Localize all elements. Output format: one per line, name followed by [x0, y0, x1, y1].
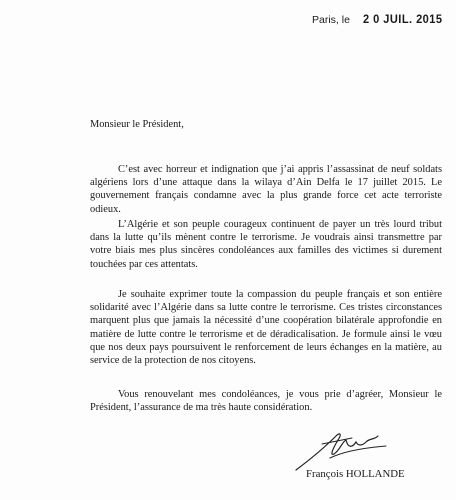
letter-paragraph-2: L’Algérie et son peuple courageux continuent de payer un très lourd tribut dans la lutte qu’ils mènent contre le terrorisme. Je voudrais ainsi transmettre par votre biais mes plus sincères condoléances aux familles des victimes si durement touchées par ces attentats.	[90, 219, 442, 270]
signer-name: François HOLLANDE	[306, 468, 405, 480]
date-stamp: 2 0 JUIL. 2015	[362, 12, 443, 26]
letter-paragraph-4: Vous renouvelant mes condoléances, je vous prie d’agréer, Monsieur le Président, l’assurance de ma très haute considération.	[90, 389, 442, 414]
letter-paragraph-3: Je souhaite exprimer toute la compassion du peuple français et son entière solidarité avec l’Algérie dans sa lutte contre le terrorisme. Ces tristes circonstances marquent plus que jamais la nécessité d’une coopération bilatérale approfondie en matière de lutte contre le terrorisme et de déradicalisation. Je formule ainsi le vœu que nos deux pays poursuivent le renforcement de leurs échanges en la matière, au service de la protection de nos citoyens.	[90, 289, 442, 367]
salutation: Monsieur le Président,	[90, 119, 184, 130]
letter-paragraph-1: C’est avec horreur et indignation que j’ai appris l’assassinat de neuf soldats algériens lors d’une attaque dans la wilaya d’Ain Delfa le 17 juillet 2015. Le gouvernement français condamne avec la plus grande force cet acte terroriste odieux.	[90, 164, 442, 215]
dateline-place: Paris, le	[312, 14, 350, 26]
dateline	[312, 12, 449, 26]
